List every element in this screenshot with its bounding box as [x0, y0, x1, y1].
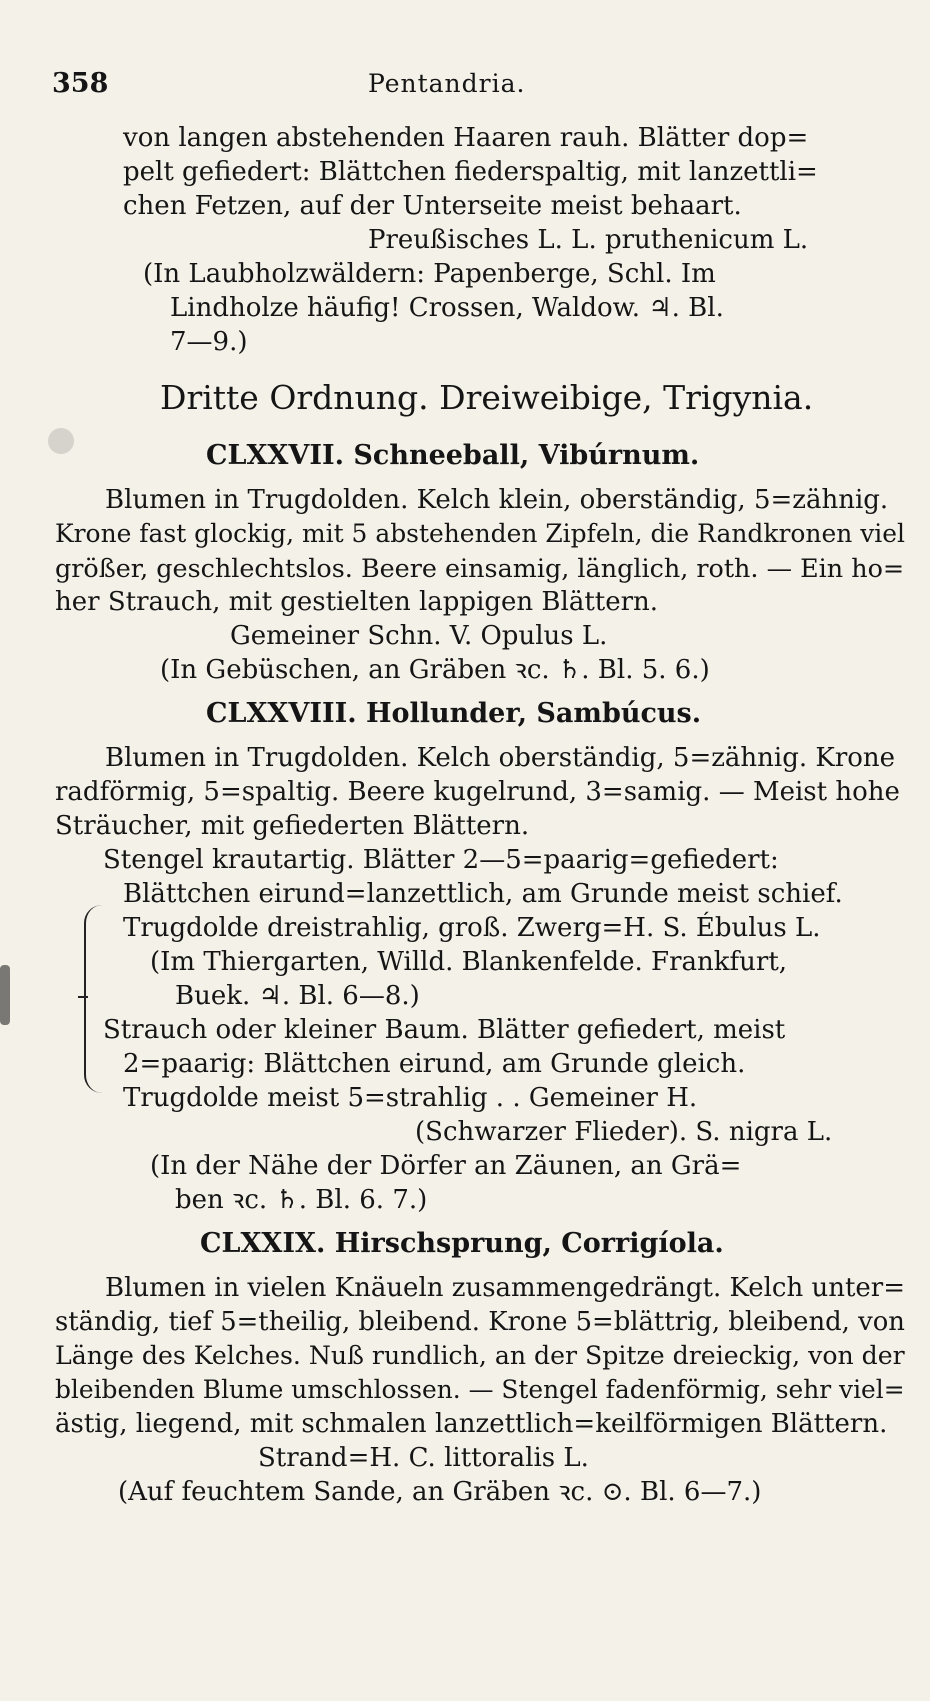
g179-habitat: (Auf feuchtem Sande, an Gräben ꝛc. ⊙. Bl. 6—7.): [118, 1477, 762, 1507]
g178-key-b1: Strauch oder kleiner Baum. Blätter gefiedert, meist: [103, 1015, 786, 1045]
paper-stain: [48, 428, 74, 454]
genus-178-heading: CLXXVIII. Hollunder, Sambúcus.: [206, 698, 702, 729]
g178-key-a4: (Im Thiergarten, Willd. Blankenfelde. Frankfurt,: [150, 947, 788, 977]
g179-desc-1: Blumen in vielen Knäueln zusammengedrängt. Kelch unter=: [105, 1273, 906, 1303]
key-brace: [84, 905, 112, 1093]
cont-line-3: chen Fetzen, auf der Unterseite meist behaart.: [123, 191, 742, 221]
g178-desc-3: Sträucher, mit gefiederten Blättern.: [55, 811, 530, 841]
g178-key-a5: Buek. ♃. Bl. 6—8.): [175, 981, 420, 1011]
g178-key-b6: ben ꝛc. ♄. Bl. 6. 7.): [175, 1185, 428, 1215]
g178-key-a2: Blättchen eirund=lanzettlich, am Grunde meist schief.: [123, 879, 843, 909]
cont-habitat-3: 7—9.): [170, 327, 248, 357]
g178-desc-2: radförmig, 5=spaltig. Beere kugelrund, 3=samig. — Meist hohe: [55, 777, 900, 807]
g177-habitat: (In Gebüschen, an Gräben ꝛc. ♄. Bl. 5. 6.): [160, 655, 710, 685]
genus-179-heading: CLXXIX. Hirschsprung, Corrigíola.: [200, 1228, 724, 1259]
cont-habitat-1: (In Laubholzwäldern: Papenberge, Schl. Im: [143, 259, 716, 289]
cont-habitat-2: Lindholze häufig! Crossen, Waldow. ♃. Bl.: [170, 293, 724, 323]
cont-species: Preußisches L. L. pruthenicum L.: [368, 225, 809, 255]
g178-key-b2: 2=paarig: Blättchen eirund, am Grunde gleich.: [123, 1049, 746, 1079]
order-heading: Dritte Ordnung. Dreiweibige, Trigynia.: [160, 378, 814, 417]
running-title: Pentandria.: [368, 69, 526, 98]
g177-species: Gemeiner Schn. V. Opulus L.: [230, 621, 608, 651]
g179-desc-4: bleibenden Blume umschlossen. — Stengel fadenförmig, sehr viel=: [55, 1375, 905, 1404]
cont-line-1: von langen abstehenden Haaren rauh. Blätter dop=: [123, 123, 809, 153]
g178-desc-1: Blumen in Trugdolden. Kelch oberständig, 5=zähnig. Krone: [105, 743, 896, 773]
genus-177-heading: CLXXVII. Schneeball, Vibúrnum.: [206, 440, 700, 471]
g178-key-b4: (Schwarzer Flieder). S. nigra L.: [415, 1117, 833, 1147]
cont-line-2: pelt gefiedert: Blättchen fiederspaltig, mit lanzettli=: [123, 157, 818, 187]
g178-key-a1: Stengel krautartig. Blätter 2—5=paarig=gefiedert:: [103, 845, 779, 875]
g179-desc-5: ästig, liegend, mit schmalen lanzettlich=keilförmigen Blättern.: [55, 1409, 888, 1439]
g178-key-b3: Trugdolde meist 5=strahlig . . Gemeiner H.: [123, 1083, 698, 1113]
key-brace-notch: [78, 996, 88, 998]
g179-desc-3: Länge des Kelches. Nuß rundlich, an der Spitze dreieckig, von der: [55, 1341, 905, 1370]
g178-key-b5: (In der Nähe der Dörfer an Zäunen, an Grä=: [150, 1151, 742, 1181]
g179-desc-2: ständig, tief 5=theilig, bleibend. Krone 5=blättrig, bleibend, von: [55, 1307, 905, 1337]
g179-species: Strand=H. C. littoralis L.: [258, 1443, 589, 1473]
g177-desc-4: her Strauch, mit gestielten lappigen Blättern.: [55, 587, 659, 617]
paper-stain: [0, 965, 10, 1025]
g177-desc-3: größer, geschlechtslos. Beere einsamig, länglich, roth. — Ein ho=: [55, 553, 905, 583]
page-number: 358: [52, 68, 109, 99]
g177-desc-2: Krone fast glockig, mit 5 abstehenden Zipfeln, die Randkronen viel: [55, 519, 905, 548]
g177-desc-1: Blumen in Trugdolden. Kelch klein, oberständig, 5=zähnig.: [105, 485, 889, 515]
g178-key-a3: Trugdolde dreistrahlig, groß. Zwerg=H. S. Ébulus L.: [123, 913, 821, 943]
